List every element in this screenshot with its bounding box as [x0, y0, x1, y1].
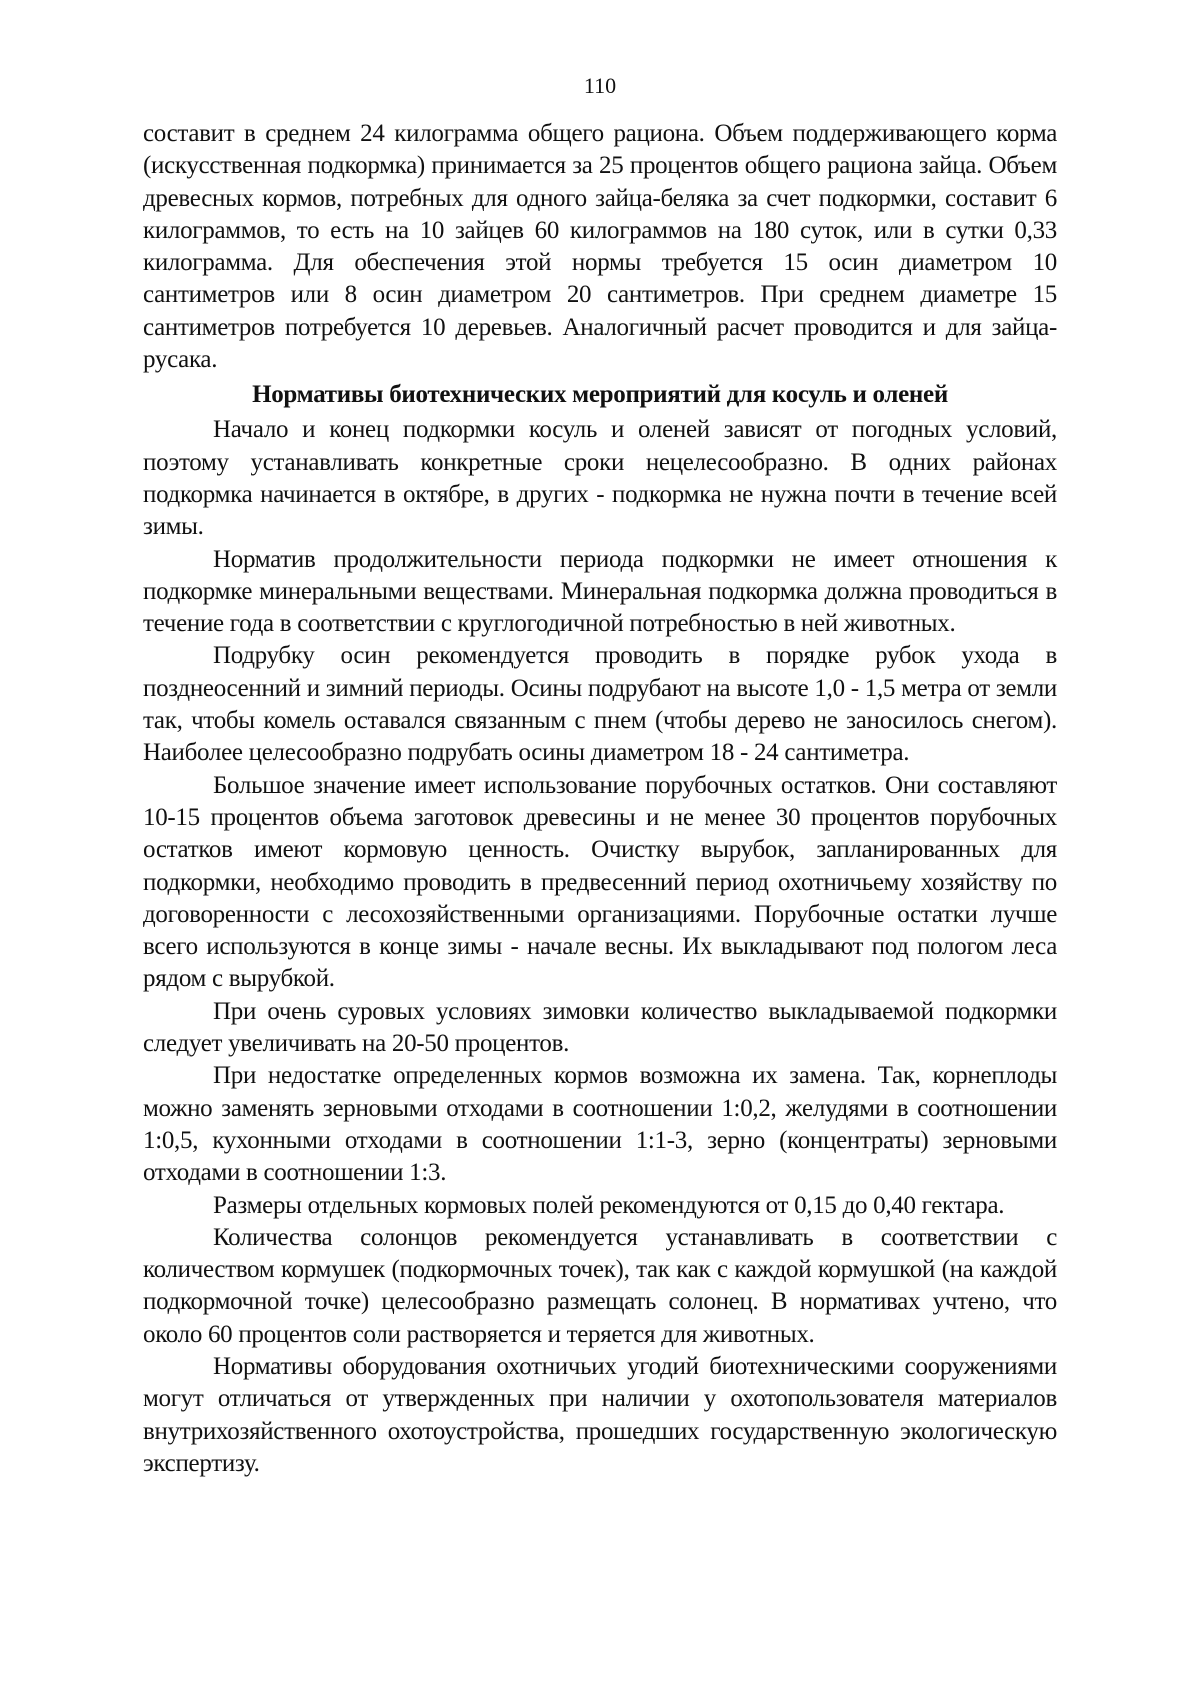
paragraph: Нормативы оборудования охотничьих угодий биотехническими сооружениями могут отличаться от утвержденных при наличии у охотопользователя материалов внутрихозяйственного охотоустройства, прошедших государственную экологическую экспертизу.	[143, 1352, 1057, 1477]
page-number: 110	[583, 73, 617, 98]
paragraph: Количества солонцов рекомендуется устанавливать в соответствии с количеством кормушек (подкормочных точек), так как с каждой кормушкой (на каждой подкормочной точке) целесообразно размещать солонец. В нормативах учтено, что около 60 процентов соли растворяется и теряется для животных.	[143, 1223, 1057, 1348]
paragraph: Начало и конец подкормки косуль и оленей зависят от погодных условий, поэтому устанавливать конкретные сроки нецелесообразно. В одних районах подкормка начинается в октябре, в других - подкормка не нужна почти в течение всей зимы.	[143, 416, 1057, 541]
paragraph: Подрубку осин рекомендуется проводить в порядке рубок ухода в позднеосенний и зимний периоды. Осины подрубают на высоте 1,0 - 1,5 метра от земли так, чтобы комель оставался связанным с пнем (чтобы дерево не заносилось снегом). Наиболее целесообразно подрубать осины диаметром 18 - 24 сантиметра.	[143, 642, 1057, 767]
paragraph: Норматив продолжительности периода подкормки не имеет отношения к подкормке минеральными веществами. Минеральная подкормка должна проводиться в течение года в соответствии с круглогодичной потребностью в ней животных.	[143, 545, 1057, 638]
document-body	[143, 118, 1057, 1480]
paragraph: Размеры отдельных кормовых полей рекомендуются от 0,15 до 0,40 гектара.	[213, 1191, 1005, 1219]
section-heading: Нормативы биотехнических мероприятий для косуль и оленей	[252, 381, 948, 409]
paragraph: Большое значение имеет использование порубочных остатков. Они составляют 10-15 процентов объема заготовок древесины и не менее 30 процентов порубочных остатков имеют кормовую ценность. Очистку вырубок, запланированных для подкормки, необходимо проводить в предвесенний период охотничьему хозяйству по договоренности с лесохозяйственными организациями. Порубочные остатки лучше всего используются в конце зимы - начале весны. Их выкладывают под пологом леса рядом с вырубкой.	[143, 771, 1057, 993]
paragraph: При недостатке определенных кормов возможна их замена. Так, корнеплоды можно заменять зерновыми отходами в соотношении 1:0,2, желудями в соотношении 1:0,5, кухонными отходами в соотношении 1:1-3, зерно (концентраты) зерновыми отходами в соотношении 1:3.	[143, 1062, 1057, 1187]
intro-paragraph: составит в среднем 24 килограмма общего рациона. Объем поддерживающего корма (искусственная подкормка) принимается за 25 процентов общего рациона зайца. Объем древесных кормов, потребных для одного зайца-беляка за счет подкормки, составит 6 килограммов, то есть на 10 зайцев 60 килограммов на 180 суток, или в сутки 0,33 килограмма. Для обеспечения этой нормы требуется 15 осин диаметром 10 сантиметров или 8 осин диаметром 20 сантиметров. При среднем диаметре 15 сантиметров потребуется 10 деревьев. Аналогичный расчет проводится и для зайца-русака.	[143, 120, 1057, 374]
paragraph: При очень суровых условиях зимовки количество выкладываемой подкормки следует увеличивать на 20-50 процентов.	[143, 997, 1057, 1058]
